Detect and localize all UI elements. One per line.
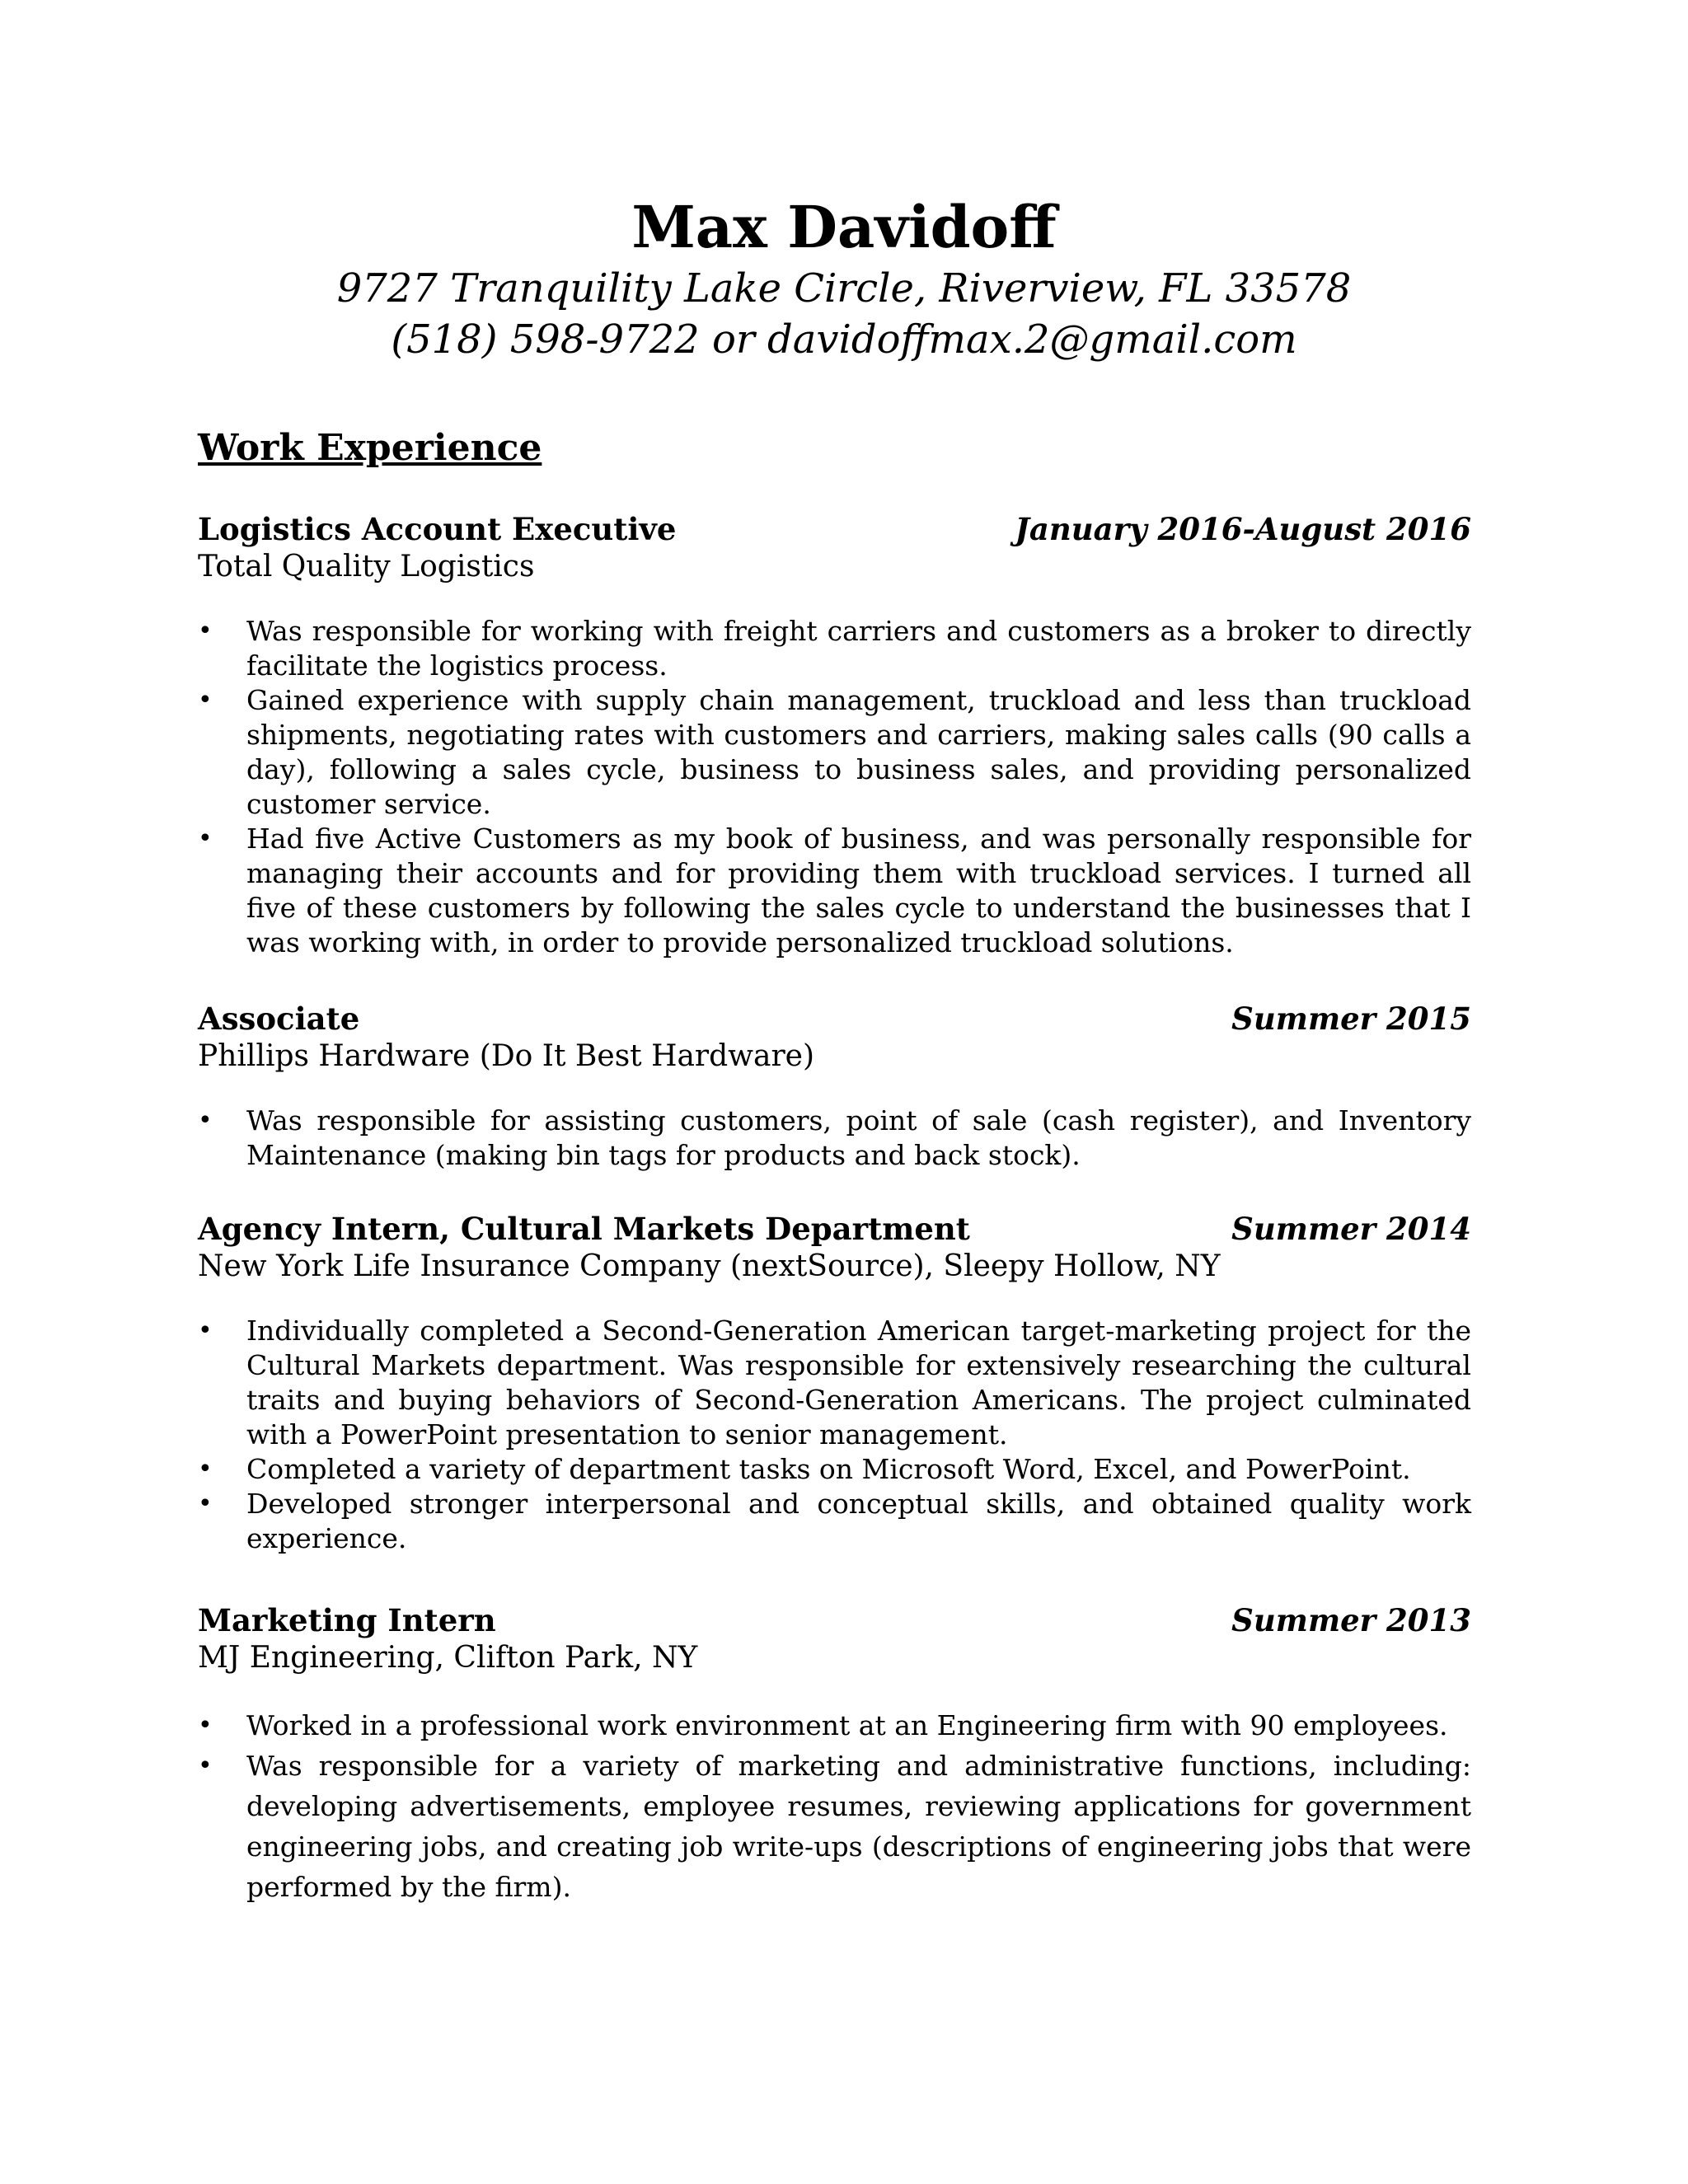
bullet-item: • Gained experience with supply chain management, truckload and less than truckload shipments, negotiating rates with customers and carriers, making sales calls (90 calls a day), following a sales cycle, business to business sales, and providing personalized customer service. [198,683,1471,822]
job-entry-logistics [198,510,1471,960]
job-company: Total Quality Logistics [198,550,535,583]
candidate-address: 9727 Tranquility Lake Circle, Riverview, FL 33578 [336,265,1352,312]
job-title: Associate [198,1001,360,1037]
job-title: Marketing Intern [198,1602,496,1638]
job-bullets [198,614,1471,960]
job-entry-agency-intern [198,1210,1471,1556]
candidate-contact: (518) 598-9722 or davidoffmax.2@gmail.com [391,316,1297,363]
job-title: Agency Intern, Cultural Markets Department [198,1211,970,1247]
job-header [198,1210,1471,1248]
job-header [198,510,1471,548]
job-date: Summer 2015 [1231,1001,1471,1037]
bullet-item: • Was responsible for a variety of marketing and administrative functions, including: developing advertisements, employee resumes, reviewing applications for government engineering jobs, and creating job write-ups (descriptions of engineering jobs that were performed by the firm). [198,1746,1471,1907]
work-experience-heading: Work Experience [198,427,542,469]
bullet-item: • Worked in a professional work environment at an Engineering firm with 90 employees. [198,1705,1471,1746]
candidate-name: Max Davidoff [631,193,1057,261]
job-date: Summer 2013 [1231,1602,1471,1638]
job-title: Logistics Account Executive [198,511,677,547]
job-header [198,1601,1471,1639]
bullet-item: • Individually completed a Second-Generation American target-marketing project for the Cultural Markets department. Was responsible for extensively researching the cultural traits and buying behaviors of Second-Generation Americans. The project culminated with a PowerPoint presentation to senior management. [198,1314,1471,1452]
job-bullets [198,1314,1471,1556]
job-bullets [198,1705,1471,1907]
job-company: MJ Engineering, Clifton Park, NY [198,1641,698,1675]
bullet-item: • Was responsible for working with freight carriers and customers as a broker to directly facilitate the logistics process. [198,614,1471,683]
job-date: Summer 2014 [1231,1211,1471,1247]
job-bullets [198,1104,1471,1173]
job-company: New York Life Insurance Company (nextSource), Sleepy Hollow, NY [198,1249,1221,1283]
bullet-item: • Had five Active Customers as my book of business, and was personally responsible for managing their accounts and for providing them with truckload services. I turned all five of these customers by following the sales cycle to understand the businesses that I was working with, in order to provide personalized truckload solutions. [198,822,1471,960]
bullet-item: • Completed a variety of department tasks on Microsoft Word, Excel, and PowerPoint. [198,1452,1471,1487]
bullet-item: • Developed stronger interpersonal and conceptual skills, and obtained quality work experience. [198,1487,1471,1556]
job-date: January 2016-August 2016 [1015,511,1471,547]
job-entry-marketing-intern [198,1601,1471,1907]
job-company: Phillips Hardware (Do It Best Hardware) [198,1039,815,1073]
bullet-item: • Was responsible for assisting customers, point of sale (cash register), and Inventory Maintenance (making bin tags for products and back stock). [198,1104,1471,1173]
job-header [198,1000,1471,1038]
job-entry-associate [198,1000,1471,1173]
